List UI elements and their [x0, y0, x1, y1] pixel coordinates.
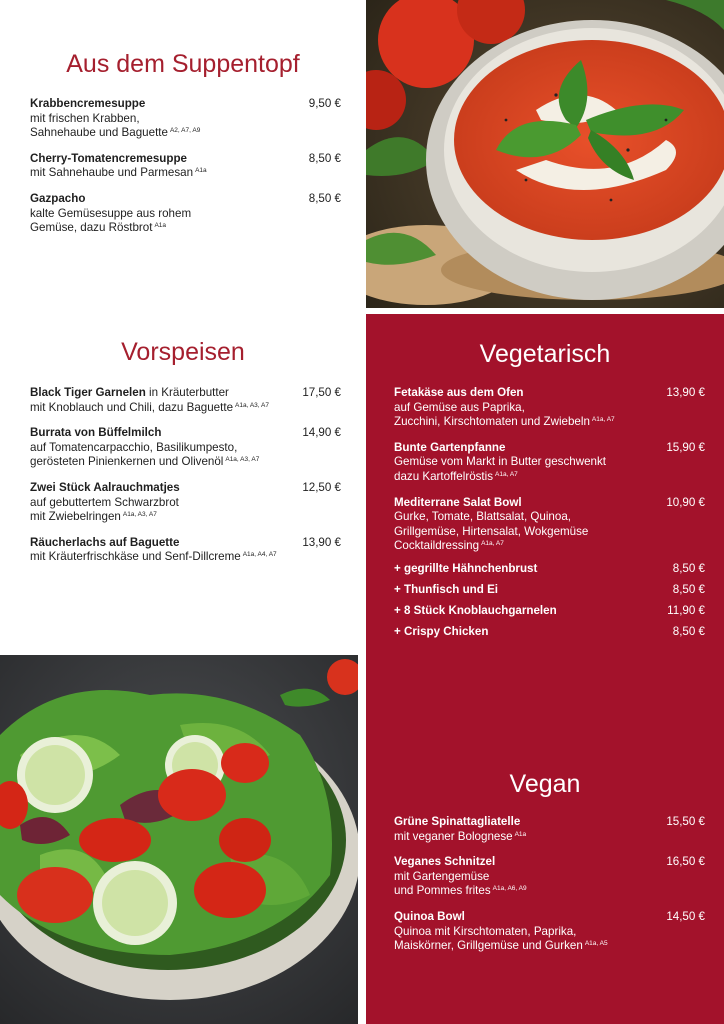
item-desc: mit frischen Krabben,: [30, 111, 140, 125]
item-name: Cherry-Tomatencremesuppe: [30, 151, 187, 165]
menu-item-bunte-gartenpfanne: [394, 441, 705, 485]
item-price: 15,50 €: [666, 815, 705, 828]
menu-item-raeucherlachs: [30, 536, 341, 565]
vegetarian-section-title: Vegetarisch: [479, 340, 611, 368]
item-desc: Grillgemüse, Hirtensalat, Wokgemüse: [394, 524, 589, 538]
item-desc: Zucchini, Kirschtomaten und Zwiebeln $^{A1a, A7}$: [394, 415, 615, 429]
menu-item-spinattagliatelle: [394, 815, 705, 844]
addon-name: + Thunfisch und Ei: [394, 582, 499, 596]
item-name: Mediterrane Salat Bowl: [394, 495, 522, 509]
allergen-codes: A1a, A6, A9: [492, 885, 527, 893]
item-name: Fetakäse aus dem Ofen: [394, 386, 524, 399]
addon-price: 8,50 €: [672, 561, 705, 575]
item-desc: mit Sahnehaube und Parmesan $^{A1a}$: [30, 166, 207, 180]
item-desc: mit Gartengemüse: [394, 869, 490, 883]
addon-name: + 8 Stück Knoblauchgarnelen: [394, 603, 557, 617]
item-desc: auf gebuttertem Schwarzbrot: [30, 495, 179, 509]
item-desc: Quinoa mit Kirschtomaten, Paprika,: [394, 924, 577, 938]
item-desc: Gurke, Tomate, Blattsalat, Quinoa,: [394, 510, 572, 524]
item-price: 8,50 €: [308, 191, 341, 205]
item-desc: auf Gemüse aus Paprika,: [394, 400, 525, 414]
allergen-codes: A1a: [195, 167, 207, 175]
allergen-codes: A2, A7, A9: [169, 127, 201, 135]
item-price: 10,90 €: [666, 495, 705, 509]
menu-item-veganes-schnitzel: [394, 855, 705, 899]
menu-item-cherry-tomatencremesuppe: [30, 152, 341, 181]
item-desc: auf Tomatencarpacchio, Basilikumpesto,: [30, 440, 238, 454]
red-column: [366, 314, 724, 1024]
item-desc: Maiskörner, Grillgemüse und Gurken $^{A1a, A5}$: [394, 939, 608, 953]
starters-list: [30, 386, 341, 576]
menu-item-krabbencremesuppe: [30, 97, 341, 141]
allergen-codes: A1a, A3, A7: [225, 456, 260, 464]
addon-thunfisch: [394, 583, 705, 598]
item-desc: Sahnehaube und Baguette $^{A2, A7, A9}$: [30, 126, 201, 140]
item-desc: Gemüse, dazu Röstbrot $^{A1a}$: [30, 221, 167, 235]
item-desc: Cocktaildressing $^{A1a, A7}$: [394, 539, 504, 553]
addon-name: + Crispy Chicken: [394, 624, 489, 638]
item-price: 8,50 €: [308, 151, 341, 165]
addon-price: 11,90 €: [667, 603, 705, 617]
item-name: Bunte Gartenpfanne: [394, 440, 506, 454]
allergen-codes: A1a, A7: [481, 540, 504, 548]
allergen-codes: A1a: [154, 222, 167, 230]
item-name: Zwei Stück Aalrauchmatjes: [30, 480, 180, 494]
item-name: Quinoa Bowl: [394, 909, 465, 923]
soup-section: [0, 0, 366, 310]
addon-price: 8,50 €: [672, 624, 705, 638]
item-name: Gazpacho: [30, 191, 86, 205]
item-name: Veganes Schnitzel: [394, 855, 496, 869]
vegan-section-title: Vegan: [509, 770, 581, 798]
item-price: 14,90 €: [302, 426, 341, 440]
allergen-codes: A1a, A3, A7: [235, 401, 270, 409]
item-desc: kalte Gemüsesuppe aus rohem: [30, 206, 192, 220]
menu-item-gazpacho: [30, 192, 341, 236]
item-desc: mit veganer Bolognese $^{A1a}$: [394, 829, 527, 843]
addon-name: + gegrillte Hähnchenbrust: [394, 561, 538, 575]
item-desc: mit Kräuterfrischkäse und Senf-Dillcreme $^{A1a, A4, A7}$: [30, 550, 277, 564]
addon-knoblauchgarnelen: [394, 604, 705, 619]
allergen-codes: A1a, A7: [591, 416, 615, 424]
item-name: Black Tiger Garnelen: [30, 386, 146, 399]
menu-item-black-tiger-garnelen: [30, 386, 341, 415]
item-desc: Gemüse vom Markt in Butter geschwenkt: [394, 455, 606, 469]
addon-price: 8,50 €: [672, 582, 705, 596]
item-desc: gerösteten Pinienkernen und Olivenöl $^{A1a, A3, A7}$: [30, 455, 260, 469]
item-desc: dazu Kartoffelröstis $^{A1a, A7}$: [394, 469, 518, 483]
menu-item-aalrauchmatjes: [30, 481, 341, 525]
vegan-list: [394, 815, 705, 965]
item-desc: und Pommes frites $^{A1a, A6, A9}$: [394, 884, 527, 898]
allergen-codes: A1a, A5: [584, 940, 608, 948]
soup-list: [30, 97, 341, 247]
item-price: 14,50 €: [666, 909, 705, 923]
allergen-codes: A1a, A4, A7: [242, 551, 277, 559]
item-desc: mit Knoblauch und Chili, dazu Baguette $^{A1a, A3, A7}$: [30, 400, 270, 414]
item-desc: mit Zwiebelringen $^{A1a, A3, A7}$: [30, 510, 157, 524]
starters-section: [0, 310, 366, 655]
allergen-codes: A1a: [514, 830, 527, 838]
item-price: 16,50 €: [666, 855, 705, 869]
soup-section-title: Aus dem Suppentopf: [66, 50, 300, 78]
vegetarian-list: [394, 386, 705, 646]
tomato-soup-photo: [366, 0, 724, 308]
item-name: Burrata von Büffelmilch: [30, 426, 162, 440]
allergen-codes: A1a, A3, A7: [122, 511, 157, 519]
starters-section-title: Vorspeisen: [121, 338, 245, 366]
item-price: 17,50 €: [302, 386, 341, 399]
menu-item-mediterrane-salat-bowl: [394, 496, 705, 554]
allergen-codes: A1a, A7: [495, 470, 518, 478]
item-name: Grüne Spinattagliatelle: [394, 815, 521, 828]
item-name-suffix: in Kräuterbutter: [145, 386, 229, 399]
item-price: 15,90 €: [666, 440, 705, 454]
addon-crispy-chicken: [394, 625, 705, 640]
item-price: 13,90 €: [666, 386, 705, 399]
item-name: Räucherlachs auf Baguette: [30, 535, 180, 549]
menu-item-fetakaese: [394, 386, 705, 430]
menu-item-quinoa-bowl: [394, 910, 705, 954]
addon-haehnchenbrust: [394, 562, 705, 577]
item-price: 9,50 €: [308, 97, 341, 110]
item-name: Krabbencremesuppe: [30, 97, 146, 110]
salad-bowl-photo: [0, 655, 358, 1024]
item-price: 12,50 €: [302, 480, 341, 494]
item-price: 13,90 €: [302, 535, 341, 549]
menu-item-burrata: [30, 426, 341, 470]
